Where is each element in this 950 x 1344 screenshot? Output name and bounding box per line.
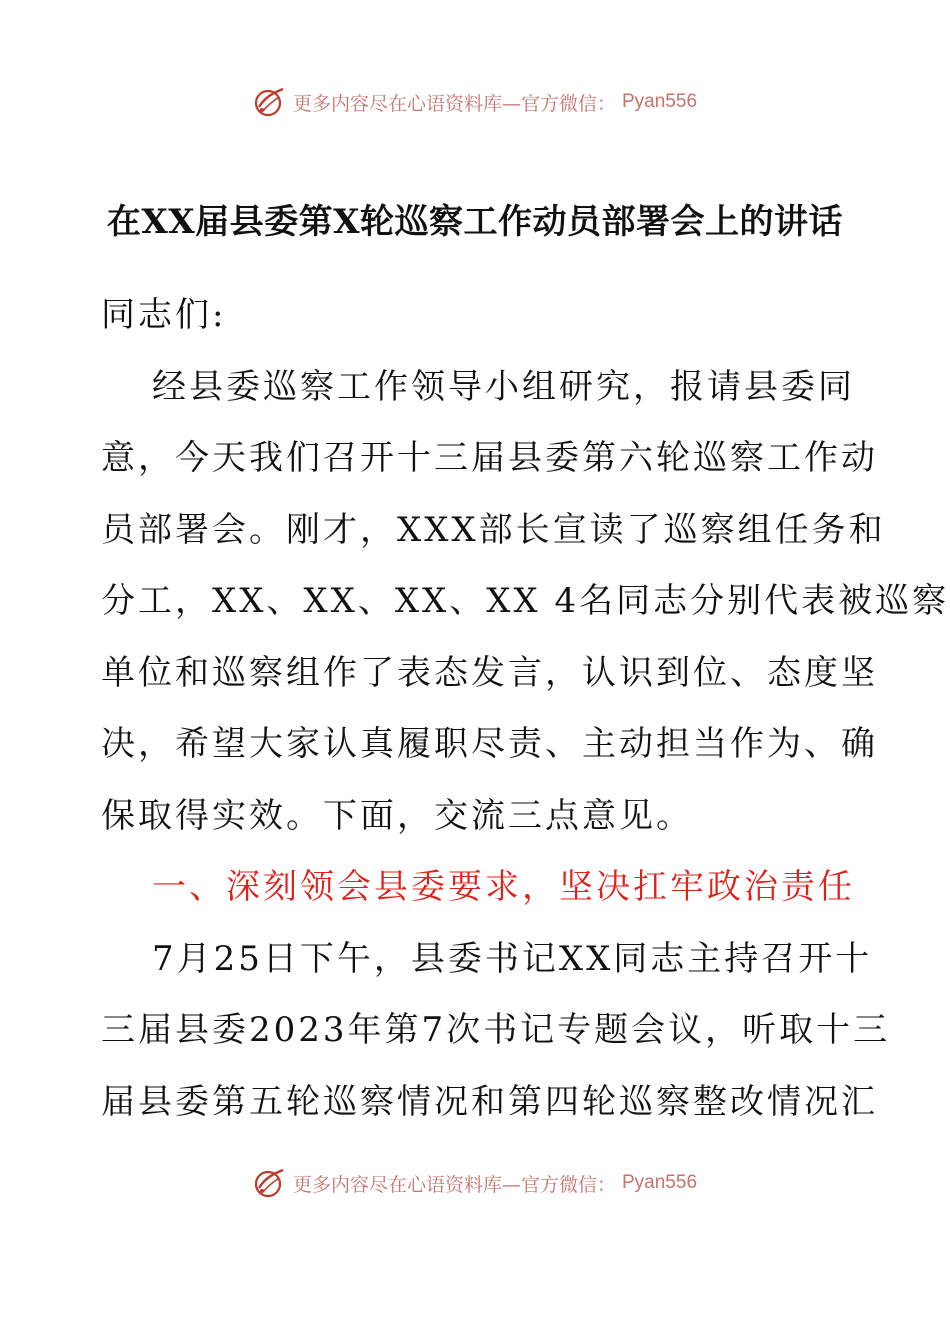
paragraph-line: 单位和巡察组作了表态发言，认识到位、态度坚 (101, 652, 878, 693)
footer-watermark (0, 1163, 950, 1203)
paragraph-line: 经县委巡察工作领导小组研究，报请县委同 (152, 366, 855, 407)
document-body (101, 280, 950, 1138)
header-watermark (0, 82, 950, 122)
paragraph-line: 保取得实效。下面，交流三点意见。 (101, 795, 693, 836)
watermark-wechat-id: Pyan556 (622, 1172, 698, 1193)
paragraph-line: 意，今天我们召开十三届县委第六轮巡察工作动 (101, 438, 878, 478)
paragraph-line: 员部署会。刚才，XXX部长宣读了巡察组任务和 (101, 509, 886, 550)
quill-swirl-icon (253, 1166, 287, 1200)
salutation: 同志们: (101, 295, 227, 335)
paragraph-line: 三届县委2023年第7次书记专题会议，听取十三 (101, 1010, 891, 1050)
paragraph-line: 分工，XX、XX、XX、XX 4名同志分别代表被巡察 (101, 581, 950, 621)
watermark-wechat-id: Pyan556 (622, 91, 698, 112)
section-heading: 一、深刻领会县委要求，坚决扛牢政治责任 (152, 867, 855, 907)
quill-swirl-icon (253, 85, 287, 119)
paragraph-line: 届县委第五轮巡察情况和第四轮巡察整改情况汇 (101, 1081, 878, 1122)
document-title: 在XX届县委第X轮巡察工作动员部署会上的讲话 (106, 202, 844, 242)
watermark-text: 更多内容尽在心语资料库—官方微信： (292, 92, 616, 115)
watermark-text: 更多内容尽在心语资料库—官方微信： (292, 1173, 616, 1196)
paragraph-line: 决，希望大家认真履职尽责、主动担当作为、确 (101, 724, 878, 764)
paragraph-line: 7月25日下午，县委书记XX同志主持召开十 (152, 938, 873, 979)
